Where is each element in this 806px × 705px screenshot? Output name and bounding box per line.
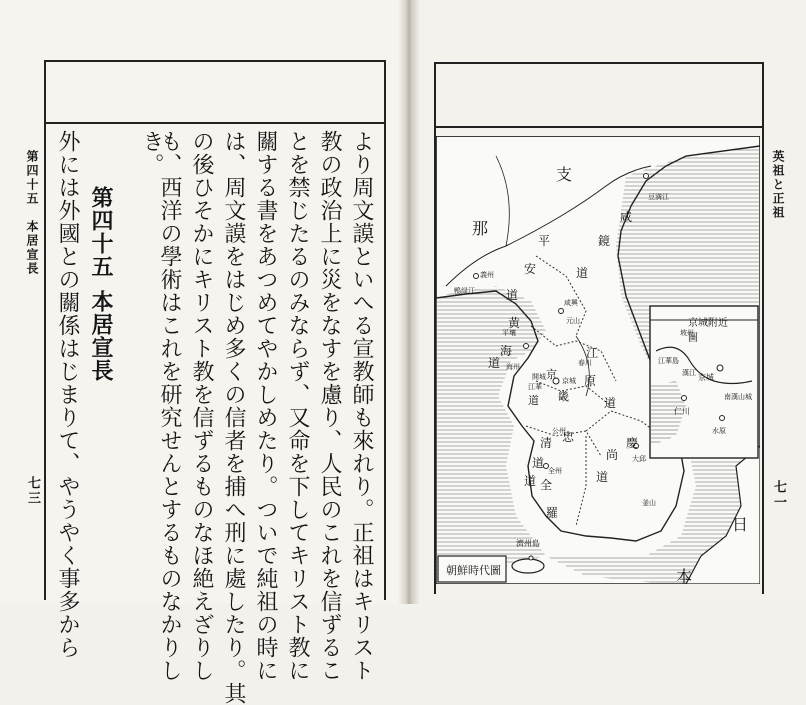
label-gyeongsang-2: 尚	[606, 448, 619, 462]
label-hamgyong-2: 鏡	[598, 234, 611, 248]
inset-label-namhan: 南漢山城	[724, 393, 752, 401]
map-caption: 朝鮮時代圖	[446, 564, 501, 577]
label-pyongyang: 平壤	[502, 329, 516, 337]
label-gyeongsang-3: 道	[596, 470, 609, 484]
label-gongju: 公州	[552, 427, 566, 435]
inset-label-suwon: 水原	[712, 427, 726, 435]
label-pyongan-2: 安	[524, 262, 537, 276]
text-line-4: 關する書をあつめてやかしめたり。ついで純祖の時に	[253, 130, 278, 682]
label-gangwha: 江華	[528, 383, 542, 391]
text-line-2: 教の政治上に災をなすを慮り、人民のこれを信ずるこ	[317, 130, 342, 682]
left-page-number: 七三	[25, 476, 40, 506]
label-china-1: 支	[556, 165, 573, 184]
label-gyeonggi-3: 道	[528, 394, 539, 407]
label-gangwon-2: 原	[584, 374, 597, 388]
label-gyeonggi-2: 畿	[558, 390, 569, 403]
label-haeju: 海州	[506, 363, 520, 371]
text-line-5: は、周文謨をはじめ多くの信者を捕へ刑に處したり。其	[221, 130, 246, 705]
left-running-head: 第四十五 本居宣長	[25, 150, 39, 276]
label-seoul: 京城	[562, 377, 576, 385]
label-gangwon-1: 江	[586, 346, 599, 360]
text-line-8: き。	[139, 130, 164, 176]
inset-label-north: 坡州	[680, 329, 694, 337]
inset-label-gangwha: 江華島	[658, 357, 679, 365]
label-gyeonggi-1: 京	[546, 368, 557, 381]
inset-label-incheon: 仁川	[674, 407, 690, 416]
label-pyongan-3: 道	[506, 288, 519, 302]
label-pyongan-1: 平	[538, 234, 551, 248]
right-running-head: 英祖と正祖	[771, 150, 785, 220]
label-gyeongsang-1: 慶	[626, 436, 639, 450]
text-line-3: とを禁じたるのみならず、又命を下してキリスト教に	[285, 130, 310, 682]
label-jeju: 濟州島	[516, 539, 540, 548]
label-jeonju: 全州	[548, 467, 562, 475]
label-gangwon-3: 道	[604, 396, 617, 410]
label-busan: 釜山	[642, 499, 656, 507]
right-page-number: 七一	[771, 480, 786, 510]
book-gutter	[398, 0, 420, 604]
label-tumen: 豆満江	[648, 193, 669, 201]
label-jeolla-2: 羅	[546, 506, 559, 520]
label-kaesong: 開城	[532, 373, 546, 381]
label-hwanghae-2: 海	[500, 344, 513, 358]
text-line-7: も、西洋の學術はこれを研究せんとするものなかりし	[157, 130, 182, 682]
label-daegu: 大邱	[632, 455, 646, 463]
text-line-1: より周文謨といへる宣教師も來れり。正祖はキリスト	[349, 130, 374, 682]
label-wonsan: 元山	[566, 317, 580, 325]
inset-label-han: 漢江	[682, 369, 696, 377]
label-uiju: 義州	[480, 271, 494, 279]
label-chungcheong-3: 道	[532, 456, 545, 470]
label-jeolla-3: 道	[524, 474, 537, 488]
label-jeolla-1: 全	[540, 478, 553, 492]
korea-map	[436, 136, 760, 584]
text-line-9: 外には外國との關係はじまりて、やうやく事多から	[55, 130, 80, 659]
label-china-2: 那	[472, 219, 489, 238]
label-hwanghae-1: 黄	[508, 316, 521, 330]
inset-label-city: 京城	[698, 373, 714, 382]
label-chuncheon: 春川	[578, 359, 592, 367]
label-hamgyong-1: 咸	[620, 210, 633, 224]
section-heading-title: 本居宣長	[88, 290, 114, 382]
text-line-6: の後ひそかにキリスト教を信ずるものなほ絶えざりし	[189, 130, 214, 682]
label-chungcheong-2: 清	[540, 436, 553, 450]
label-japan-1: 日	[732, 515, 749, 534]
section-heading-number: 第四十五	[88, 186, 114, 278]
label-chungcheong-1: 忠	[562, 430, 575, 444]
label-hamgyong-3: 道	[576, 266, 589, 280]
label-yalu: 鴨緑江	[454, 287, 475, 295]
label-hamhung: 咸興	[564, 299, 578, 307]
inset-title: 京城附近圖	[688, 318, 728, 344]
label-japan-2: 本	[676, 567, 693, 586]
label-hwanghae-3: 道	[488, 356, 501, 370]
